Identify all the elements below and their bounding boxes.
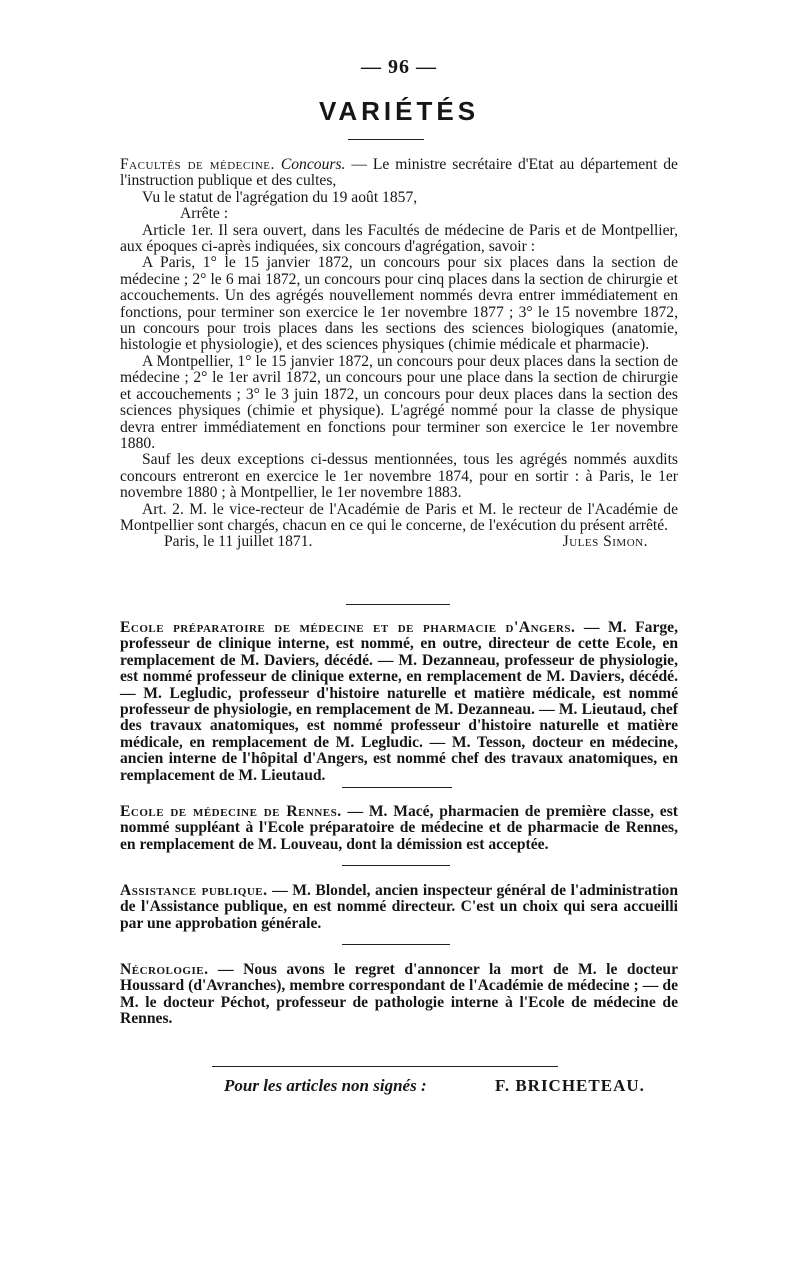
concours-article [120,157,678,551]
section-divider [346,604,450,605]
concours-intro [120,157,678,190]
assistance-heading: Assistance publique. [120,882,268,899]
concours-article-1: Article 1er. Il sera ouvert, dans les Facultés de médecine de Paris et de Montpellier, aux époques ci-après indiquées, six concours d'agrégation, savoir : [120,221,678,256]
concours-vu: Vu le statut de l'agrégation du 19 août 1857, [142,188,418,206]
concours-arrete: Arrête : [180,205,229,223]
title-divider [348,139,424,140]
concours-signature-line [120,534,678,550]
concours-subheading: Concours. [280,156,346,173]
concours-heading: Facultés de médecine. [120,156,275,173]
signature-name: Jules Simon. [562,533,648,551]
section-divider [342,944,450,945]
rennes-text: — M. Macé, pharmacien de première classe, est nommé suppléant à l'Ecole préparatoire de médecine et de pharmacie de Rennes, en remplacement de M. Louveau, dont la démission est acceptée. [120,803,678,853]
necrologie-paragraph [120,962,678,1028]
footer-author: F. BRICHETEAU. [495,1076,645,1095]
rennes-article [120,804,678,853]
concours-paris: A Paris, 1° le 15 janvier 1872, un concours pour six places dans la section de médecine ; 2° le 6 mai 1872, un concours pour cinq places dans la section de chirurgie et accouchements. Un des agrégés nouvellement nommés devra entrer immédiatement en fonctions, pour terminer son exercice le 1er novembre 1877 ; 3° le 15 novembre 1872, un concours pour trois places dans les sections des sciences biologiques (anatomie, histologie et physiologie), et des sciences physiques (chimie médicale et pharmacie). [120,254,678,354]
assistance-article [120,883,678,932]
section-title: VARIÉTÉS [318,96,480,126]
rennes-paragraph [120,804,678,853]
necrologie-article [120,962,678,1028]
section-divider [342,865,450,866]
necrologie-text: — Nous avons le regret d'annoncer la mort de M. le docteur Houssard (d'Avranches), membre correspondant de l'Académie de médecine ; — de M. le docteur Péchot, professeur de pathologie interne à l'Ecole de médecine de Rennes. [120,961,678,1028]
section-divider [342,787,452,788]
signature-place-date: Paris, le 11 juillet 1871. [164,533,313,551]
assistance-paragraph [120,883,678,932]
angers-text: — M. Farge, professeur de clinique interne, est nommé, en outre, directeur de cette Ecole, en remplacement de M. Daviers, décédé. — M. Dezanneau, professeur de physiologie, est nommé professeur de clinique externe, en remplacement de M. Daviers, décédé. — M. Legludic, professeur d'histoire naturelle et matière médicale, est nommé professeur de physiologie, en remplacement de M. Dezanneau. — M. Lieutaud, chef des travaux anatomiques, est nommé professeur d'histoire naturelle et matière médicale, en remplacement de M. Legludic. — M. Tesson, docteur en médecine, ancien interne de l'hôpital d'Angers, est nommé chef des travaux anatomiques, en remplacement de M. Lieutaud. [120,619,678,784]
concours-article-2: Art. 2. M. le vice-recteur de l'Académie de Paris et M. le recteur de l'Académie de Montpellier sont chargés, chacun en ce qui le concerne, de l'exécution du présent arrêté. [120,500,678,534]
angers-paragraph [120,620,678,784]
footer-divider [212,1066,558,1067]
footer-label: Pour les articles non signés : [224,1076,427,1095]
concours-intro-text: — Le ministre secrétaire d'Etat au département de l'instruction publique et des cultes, [120,156,678,190]
concours-exceptions: Sauf les deux exceptions ci-dessus mentionnées, tous les agrégés nommés auxdits concours entreront en exercice le 1er novembre 1874, pour en sortir : à Paris, le 1er novembre 1880 ; à Montpellier, le 1er novembre 1883. [120,451,678,502]
assistance-text: — M. Blondel, ancien inspecteur général de l'administration de l'Assistance publique, en est nommé directeur. C'est un choix qui sera accueilli par une approbation générale. [120,882,679,932]
necrologie-heading: Nécrologie. [120,961,209,978]
page-number: — 96 — [361,56,437,78]
angers-heading: Ecole préparatoire de médecine et de pharmacie d'Angers. [120,619,576,636]
rennes-heading: Ecole de médecine de Rennes. [120,803,342,820]
concours-montpellier: A Montpellier, 1° le 15 janvier 1872, un concours pour deux places dans la section de médecine ; 2° le 1er avril 1872, un concours pour une place dans la section de chirurgie et accouchements ; 3° le 3 juin 1872, un concours pour deux places dans la section des sciences physiques (chimie et physique). L'agrégé nommé pour la classe de physique devra entrer immédiatement en fonctions pour terminer son exercice le 1er novembre 1880. [120,352,678,452]
angers-article [120,620,678,784]
